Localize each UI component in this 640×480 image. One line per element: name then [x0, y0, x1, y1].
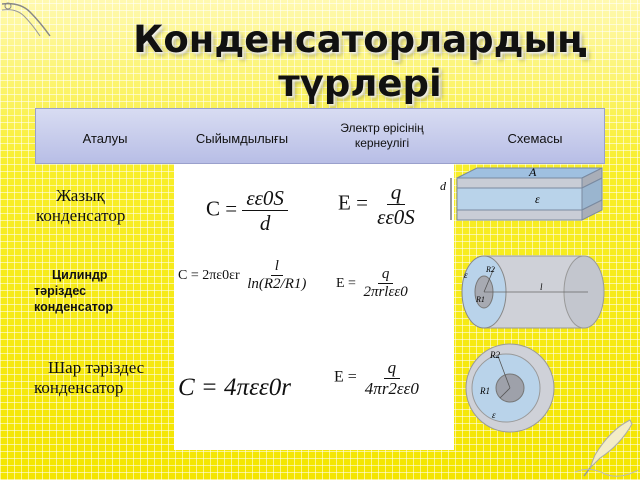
formula-cyl-c-lhs: C = 2πε0εr	[178, 267, 240, 283]
sph-label-r1: R1	[480, 386, 490, 396]
formula-plate-e-lhs: E =	[338, 190, 368, 215]
formula-cyl-c-den: ln(R2/R1)	[247, 276, 307, 293]
formula-sph-e-lhs: E =	[334, 368, 357, 386]
formula-plate-capacitance	[206, 186, 288, 235]
header-scheme: Схемасы	[507, 131, 563, 146]
quill-pen-icon	[570, 410, 640, 480]
formula-cyl-e-den: 2πrlεε0	[363, 284, 408, 301]
plate-label-d: d	[440, 179, 446, 193]
cyl-label-l: l	[540, 282, 543, 292]
formula-cylinder-capacitance	[178, 258, 310, 294]
cyl-label-r1: R1	[476, 295, 485, 304]
formula-cyl-e-num: q	[378, 266, 394, 284]
plate-label-a: A	[529, 166, 537, 179]
formula-sph-e-num: q	[384, 358, 401, 379]
formula-sphere-field	[334, 358, 423, 398]
formula-plate-e-den: εε0S	[377, 205, 415, 230]
row-name-cylinder: Цилиндр тәріздес конденсатор	[34, 268, 113, 314]
plate-label-eps: ε	[535, 192, 540, 206]
formula-cyl-e-lhs: E =	[336, 275, 356, 291]
cyl-label-eps: ε	[464, 270, 468, 280]
formula-sph-e-den: 4πr2εε0	[364, 378, 419, 398]
row-name-sphere: Шар тәріздес конденсатор	[34, 358, 145, 397]
formula-plate-c-den: d	[259, 211, 271, 236]
sphere-capacitor-diagram	[462, 338, 562, 438]
cyl-label-r2: R2	[486, 265, 495, 274]
row-name-plate: Жазық конденсатор	[36, 186, 126, 225]
formula-plate-field	[338, 180, 419, 229]
formula-plate-c-num: εε0S	[242, 186, 288, 211]
header-capacitance: Сыйымдылығы	[195, 131, 289, 146]
cylinder-capacitor-diagram	[456, 252, 616, 332]
formula-plate-c-lhs: C =	[206, 196, 238, 221]
formula-cyl-c-num: l	[271, 258, 283, 276]
formula-sphere-capacitance	[178, 374, 291, 402]
sph-label-r2: R2	[490, 350, 500, 360]
scroll-ornament-icon	[0, 0, 52, 38]
formula-cylinder-field	[336, 266, 412, 302]
header-field: Электр өрісінің кернеулігі	[340, 121, 424, 150]
plate-capacitor-diagram	[437, 166, 607, 238]
sph-label-eps: ε	[492, 410, 496, 420]
formula-sph-c: C = 4πεε0r	[178, 374, 292, 401]
header-name: Аталуы	[82, 131, 128, 146]
page-title: Конденсаторлардың түрлері	[133, 18, 587, 105]
formula-plate-e-num: q	[387, 180, 406, 205]
